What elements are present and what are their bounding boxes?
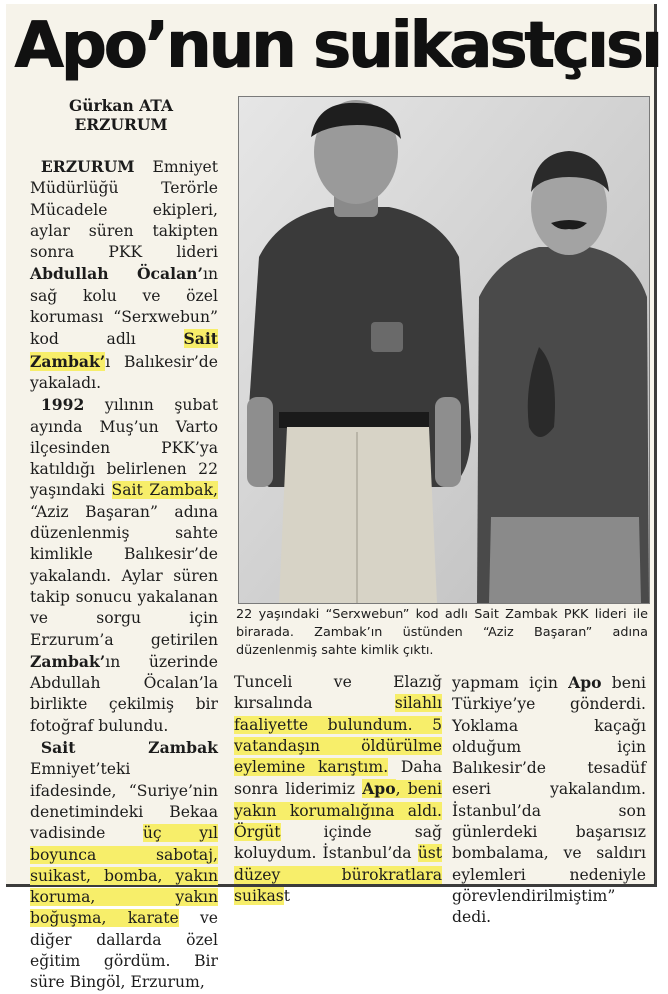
name-apo: Apo <box>568 673 602 692</box>
photo-caption: 22 yaşındaki “Serxwebun” kod adlı Sait Zambak PKK lideri ile birarada. Zambak’ın üstünden “Aziz Başaran” adına düzenlenmiş sahte kimlik çıktı. <box>236 607 648 658</box>
highlighted-text: üç yıl boyunca sabotaj, suikast, bomba, yakın koruma, yakın boğuşma, karate <box>30 824 218 928</box>
byline <box>26 96 216 134</box>
name-sait-zambak: Sait Zambak’ <box>30 329 218 371</box>
name-abdullah-ocalan: Abdullah Öcalan’ <box>30 264 203 284</box>
article-column-3 <box>452 672 646 927</box>
highlighted-text: , beni yakın korumalığına aldı. Örgüt <box>234 780 443 842</box>
text: “Aziz Başaran” adına düzenlenmiş sahte kimlikle Balıkesir’de yakalandı. Aylar süren takip sonucu yakalanan ve sorgu için Erzurum’a getirilen <box>30 502 218 649</box>
text: t <box>283 886 291 905</box>
paragraph-2 <box>30 394 218 737</box>
text: Emniyet’teki ifadesinde, “Suriye’nin denetimindeki Bekaa vadisinde <box>30 760 218 843</box>
text: ve diğer dallarda özel eğitim gördüm. Bir süre Bingöl, Erzurum, <box>30 909 219 992</box>
highlighted-text: silahlı faaliyette bulundum. 5 vatandaşın öldürülme eylemine karıştım. <box>234 694 442 777</box>
text: içinde sağ koluydum. İstanbul’da <box>234 823 442 863</box>
photo-illustration <box>239 97 649 603</box>
paragraph-5 <box>452 672 646 929</box>
headline: Apo’nun suikastçısı <box>14 9 660 83</box>
text: yılının şubat ayında Muş’un Varto ilçesinden PKK’ya katıldığı belirlenen 22 yaşındaki <box>30 396 218 500</box>
article-column-2 <box>234 672 443 905</box>
article-column-1 <box>30 156 219 992</box>
name-sait-zambak: Sait Zambak, <box>111 481 219 500</box>
dateline: ERZURUM <box>40 157 135 176</box>
text: yapmam için <box>452 674 569 692</box>
text: Emniyet Müdürlüğü Terörle Mücadele ekipleri, aylar süren takipten sonra PKK lideri <box>30 158 218 262</box>
byline-author: Gürkan ATA <box>68 96 173 115</box>
name-apo: Apo <box>362 779 396 799</box>
text: beni Türkiye’ye gönderdi. Yoklama kaçağı olduğum için Balıkesir’de tesadüf eseri yakalandım. İstanbul’da son günlerdeki başarısız bombalama, ve saldırı eylemleri nedeniyle görevlendirilmiştim” dedi. <box>452 674 646 927</box>
text: ın sağ kolu ve özel koruması “Serxwebun” kod adlı <box>30 265 218 349</box>
highlighted-text: üst düzey bürokratlara suikas <box>234 844 442 905</box>
byline-location: ERZURUM <box>74 115 168 134</box>
name-zambak: Zambak’ <box>30 651 106 671</box>
text: Daha sonra liderimiz <box>234 758 442 799</box>
year: 1992 <box>40 395 85 415</box>
paragraph-1 <box>30 156 218 394</box>
text: ın üzerinde Abdullah Öcalan’la birlikte çekilmiş bir fotoğraf bulundu. <box>30 652 218 735</box>
photo <box>238 96 650 604</box>
name-sait-zambak: Sait Zambak <box>40 738 218 758</box>
newspaper-clipping <box>6 4 660 992</box>
text: ı Balıkesir’de yakaladı. <box>30 352 218 392</box>
paragraph-3 <box>30 737 218 994</box>
paragraph-4 <box>234 672 442 907</box>
text: Tunceli ve Elazığ kırsalında <box>234 673 442 713</box>
